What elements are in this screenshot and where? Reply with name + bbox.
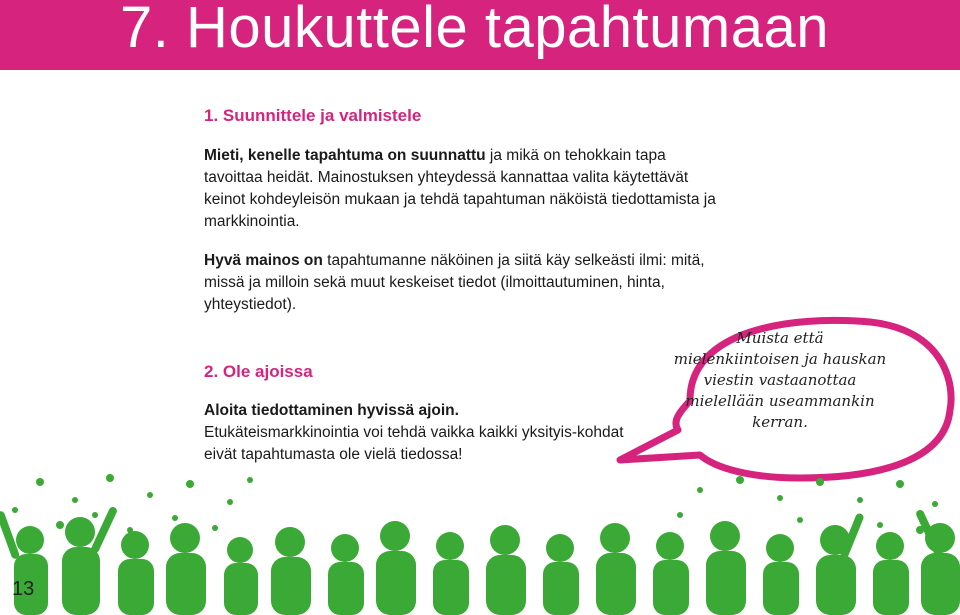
paragraph-text: Etukäteismarkkinointia voi tehdä vaikka kaikki yksityis-kohdat eivät tapahtumasta ole vielä tiedossa! xyxy=(204,424,624,463)
crowd-silhouette-illustration xyxy=(0,470,960,615)
paragraph-text: tapahtumanne näköinen ja siitä käy selkeästi ilmi: mitä, missä ja milloin sekä muut keskeiset tiedot (ilmoittautuminen, hinta, yhteystiedot). xyxy=(204,252,705,313)
paragraph-start-early xyxy=(204,400,644,466)
page-title: 7. Houkuttele tapahtumaan xyxy=(120,0,829,60)
section-heading-plan: 1. Suunnittele ja valmistele xyxy=(204,106,422,125)
paragraph-text: ja mikä on tehokkain tapa tavoittaa heidät. Mainostuksen yhteydessä kannattaa valita käytettävät keinot kohdeyleisön mukaan ja tehdä tapahtuman näköistä tiedottamista ja markkinointia. xyxy=(204,147,716,230)
paragraph-target-audience xyxy=(204,145,724,233)
section-heading-on-time: 2. Ole ajoissa xyxy=(204,362,313,381)
paragraph-bold-lead: Aloita tiedottaminen hyvissä ajoin. xyxy=(204,402,459,419)
paragraph-bold-lead: Mieti, kenelle tapahtuma on suunnattu xyxy=(204,147,486,164)
header-bar xyxy=(0,0,960,70)
paragraph-bold-lead: Hyvä mainos on xyxy=(204,252,323,269)
bubble-text: Muista että mielenkiintoisen ja hauskan viestin vastaanottaa mielellään useammankin kerran. xyxy=(673,329,887,431)
page-number: 13 xyxy=(12,578,35,600)
